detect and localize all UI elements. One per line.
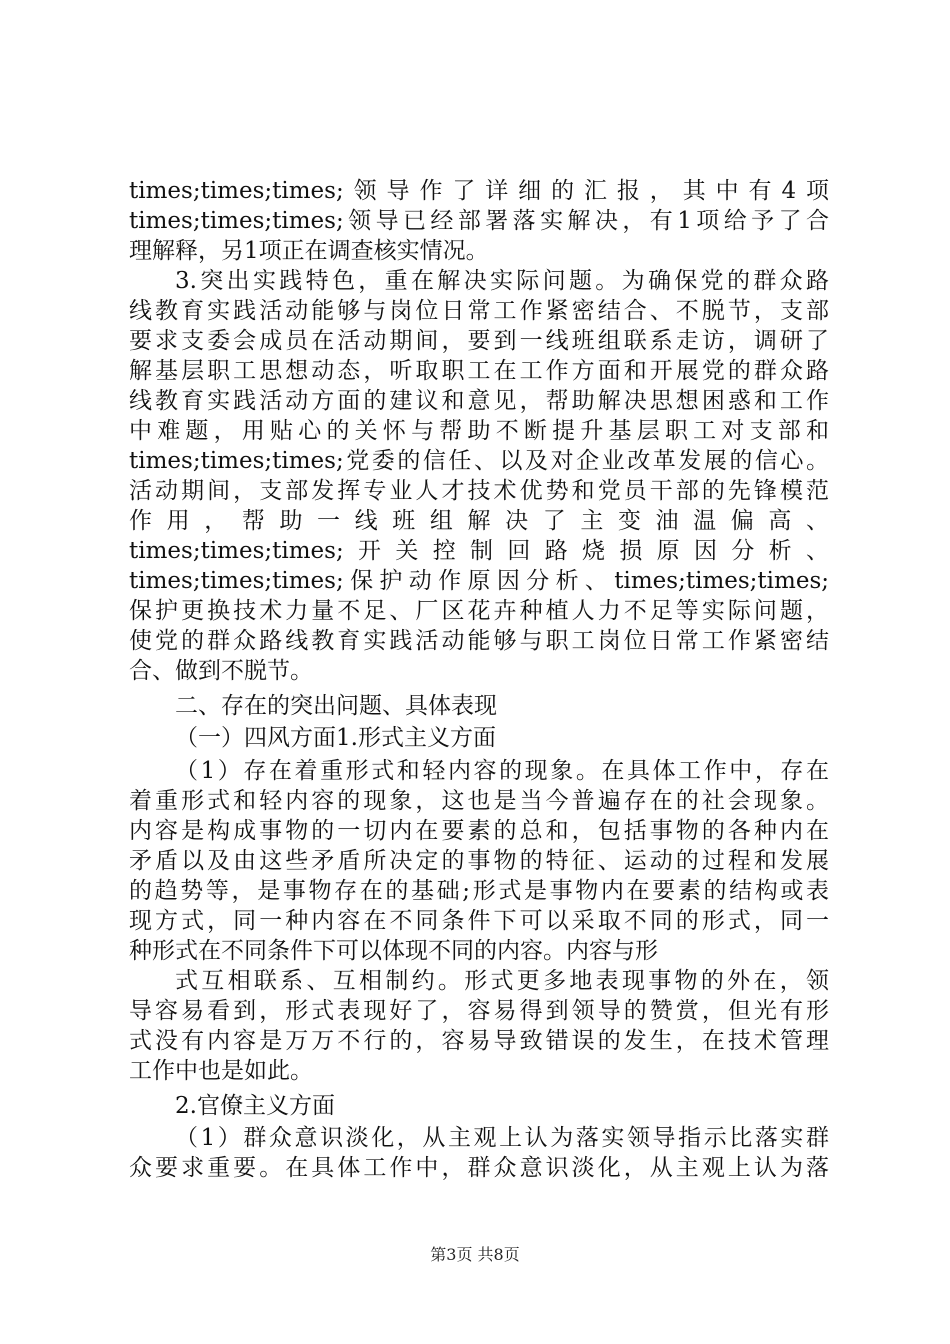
text-line: 导容易看到，形式表现好了，容易得到领导的赞赏，但光有形: [129, 998, 829, 1024]
text-line: 的趋势等，是事物存在的基础;形式是事物内在要素的结构或表: [129, 878, 829, 904]
text-line: times;times;times;开关控制回路烧损原因分析、: [129, 538, 829, 564]
text-line: 活动期间，支部发挥专业人才技术优势和党员干部的先锋模范: [129, 478, 829, 504]
subsection-heading: 2.官僚主义方面: [175, 1093, 335, 1119]
text-line: 现方式，同一种内容在不同条件下可以采取不同的形式，同一: [129, 908, 829, 934]
paragraph-start: （1）存在着重形式和轻内容的现象。在具体工作中，存在: [175, 758, 829, 784]
text-line: times;times;times;领导作了详细的汇报，其中有4项: [129, 178, 829, 204]
section-heading: 二、存在的突出问题、具体表现: [175, 693, 497, 719]
page-number: 第3页 共8页: [430, 1245, 520, 1264]
paragraph-start: （1）群众意识淡化，从主观上认为落实领导指示比落实群: [175, 1125, 829, 1151]
text-line: 种形式在不同条件下可以体现不同的内容。内容与形: [129, 938, 658, 964]
paragraph-start: 式互相联系、互相制约。形式更多地表现事物的外在，领: [175, 968, 829, 994]
text-line: 工作中也是如此。: [129, 1058, 313, 1084]
text-line: 线教育实践活动方面的建议和意见，帮助解决思想困惑和工作: [129, 388, 829, 414]
text-line: 作用，帮助一线班组解决了主变油温偏高、: [129, 508, 829, 534]
text-line: 中难题，用贴心的关怀与帮助不断提升基层职工对支部和: [129, 418, 829, 444]
text-line: 式没有内容是万万不行的，容易导致错误的发生，在技术管理: [129, 1028, 829, 1054]
text-line: 解基层职工思想动态，听取职工在工作方面和开展党的群众路: [129, 358, 829, 384]
text-line: 合、做到不脱节。: [129, 658, 313, 684]
text-line: times;times;times;党委的信任、以及对企业改革发展的信心。: [129, 448, 829, 474]
text-line: 矛盾以及由这些矛盾所决定的事物的特征、运动的过程和发展: [129, 848, 829, 874]
text-line: 内容是构成事物的一切内在要素的总和，包括事物的各种内在: [129, 818, 829, 844]
paragraph-start: 3.突出实践特色，重在解决实际问题。为确保党的群众路: [175, 268, 829, 294]
text-line: 保护更换技术力量不足、厂区花卉种植人力不足等实际问题，: [129, 598, 829, 624]
text-line: times;times;times;保护动作原因分析、times;times;times;: [129, 568, 829, 594]
text-line: 着重形式和轻内容的现象，这也是当今普遍存在的社会现象。: [129, 788, 829, 814]
subsection-heading: （一）四风方面1.形式主义方面: [175, 725, 496, 751]
text-line: 要求支委会成员在活动期间，要到一线班组联系走访，调研了: [129, 328, 829, 354]
text-line: times;times;times;领导已经部署落实解决，有1项给予了合: [129, 208, 829, 234]
text-line: 众要求重要。在具体工作中，群众意识淡化，从主观上认为落: [129, 1155, 829, 1181]
text-line: 线教育实践活动能够与岗位日常工作紧密结合、不脱节，支部: [129, 298, 829, 324]
text-line: 使党的群众路线教育实践活动能够与职工岗位日常工作紧密结: [129, 628, 829, 654]
text-line: 理解释，另1项正在调查核实情况。: [129, 238, 489, 264]
